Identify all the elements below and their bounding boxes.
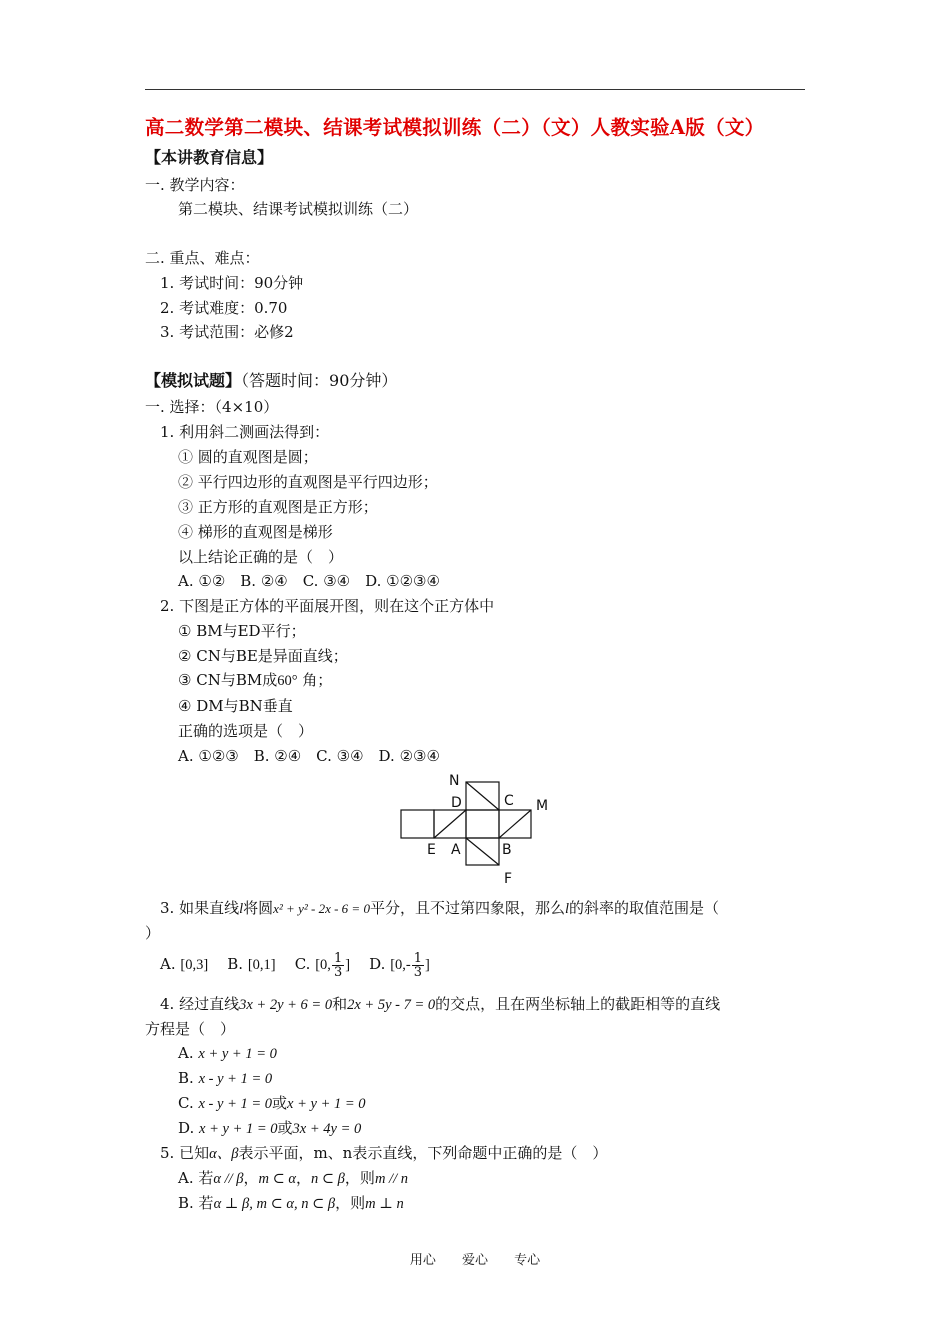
q4-option-b bbox=[178, 1068, 272, 1089]
label-b: B bbox=[502, 842, 512, 858]
bracket: ] bbox=[425, 957, 430, 973]
q4-text: 的交点，且在两坐标轴上的截距相等的直线 bbox=[435, 995, 721, 1013]
option-label: C. bbox=[294, 955, 311, 973]
diagonal-top bbox=[466, 782, 499, 810]
content-text: 第二模块、结课考试模拟训练（二） bbox=[178, 200, 419, 218]
page-title: 高二数学第二模块、结课考试模拟训练（二）（文）人教实验A版（文） bbox=[145, 116, 765, 139]
q4-text: 和 bbox=[332, 995, 348, 1013]
q1-item: ③ 正方形的直观图是正方形； bbox=[178, 498, 378, 516]
key-points-heading: 二. 重点、难点： bbox=[145, 249, 260, 267]
math-expr: m ⊥ n bbox=[365, 1196, 404, 1212]
equation: x + y + 1 = 0 bbox=[199, 1121, 278, 1137]
mock-time: （答题时间：90分钟） bbox=[241, 371, 398, 390]
line-l: l bbox=[239, 901, 244, 917]
net-square-1 bbox=[401, 810, 434, 838]
math-expr: n ⊂ β bbox=[311, 1171, 345, 1187]
option-b-value: [0,1] bbox=[247, 957, 276, 973]
diagonal-left bbox=[434, 810, 466, 838]
q2-stem: 2. 下图是正方体的平面展开图，则在这个正方体中 bbox=[160, 597, 495, 615]
q2-item-text: 角； bbox=[297, 671, 333, 689]
q1-item: ① 圆的直观图是圆； bbox=[178, 448, 318, 466]
option-label: C. bbox=[178, 1094, 194, 1112]
comma: ， bbox=[335, 1194, 351, 1212]
or-text: 或 bbox=[277, 1119, 293, 1137]
fraction-denominator: 3 bbox=[413, 964, 423, 980]
bracket: ] bbox=[345, 957, 351, 973]
q2-options: A. ①②③ B. ②④ C. ③④ D. ②③④ bbox=[178, 747, 440, 765]
q3-line-2: ） bbox=[145, 924, 161, 942]
q3-options bbox=[160, 947, 430, 981]
option-label: B. 若 bbox=[178, 1194, 214, 1212]
math-expr: m ⊂ α bbox=[258, 1171, 297, 1187]
diagonal-right bbox=[499, 810, 531, 838]
q4-line-1 bbox=[160, 994, 720, 1015]
option-label: D. bbox=[178, 1119, 195, 1137]
q1-item: ② 平行四边形的直观图是平行四边形； bbox=[178, 473, 438, 491]
q1-options: A. ①② B. ②④ C. ③④ D. ①②③④ bbox=[178, 572, 440, 590]
label-a: A bbox=[451, 842, 461, 858]
top-rule bbox=[145, 89, 805, 90]
comma: ， bbox=[296, 1169, 312, 1187]
label-c: C bbox=[504, 793, 514, 809]
option-label: B. bbox=[227, 955, 244, 973]
mock-header-line bbox=[145, 371, 397, 391]
line-l: l bbox=[564, 901, 569, 917]
q1-ask: 以上结论正确的是（ ） bbox=[178, 548, 344, 566]
option-label: D. bbox=[369, 955, 386, 973]
planes-symbol: α、β bbox=[209, 1146, 239, 1162]
q4-line-2: 方程是（ ） bbox=[145, 1020, 236, 1038]
or-text: 或 bbox=[272, 1094, 288, 1112]
q2-ask: 正确的选项是（ ） bbox=[178, 722, 314, 740]
circle-equation: x² + y² - 2x - 6 = 0 bbox=[273, 901, 370, 916]
q5-text: 表示平面，m、n表示直线，下列命题中正确的是（ ） bbox=[238, 1144, 608, 1162]
fraction-numerator: 1 bbox=[333, 950, 343, 966]
option-label: A. 若 bbox=[178, 1169, 214, 1187]
q3-text: 3. 如果直线 bbox=[160, 899, 240, 917]
option-label: A. bbox=[178, 1044, 194, 1062]
option-d-value: [0,- bbox=[390, 957, 411, 973]
comma: ， bbox=[243, 1169, 259, 1187]
q2-item: ② CN与BE是异面直线； bbox=[178, 647, 348, 665]
diagonal-bottom bbox=[466, 838, 499, 865]
section-heading: 一. 选择：（4×10） bbox=[145, 398, 279, 416]
option-label: A. bbox=[160, 955, 176, 973]
math-expr: α ⊥ β, m ⊂ α, n ⊂ β bbox=[213, 1196, 336, 1212]
fraction bbox=[412, 952, 424, 979]
q5-option-a bbox=[178, 1168, 408, 1189]
equation: x - y + 1 = 0 bbox=[198, 1096, 273, 1112]
label-d: D bbox=[451, 795, 462, 811]
key-point-item: 2. 考试难度：0.70 bbox=[160, 299, 288, 317]
q4-option-c bbox=[178, 1093, 366, 1114]
info-header: 【本讲教育信息】 bbox=[145, 148, 274, 167]
option-c-value: [0, bbox=[315, 957, 331, 973]
fraction bbox=[332, 952, 344, 979]
option-label: B. bbox=[178, 1069, 194, 1087]
equation: x + y + 1 = 0 bbox=[287, 1096, 366, 1112]
cube-net-diagram bbox=[398, 768, 558, 890]
fraction-numerator: 1 bbox=[413, 950, 423, 966]
q1-stem: 1. 利用斜二测画法得到： bbox=[160, 423, 330, 441]
math-expr: m // n bbox=[374, 1171, 408, 1187]
fraction-denominator: 3 bbox=[333, 964, 343, 980]
equation: x + y + 1 = 0 bbox=[198, 1046, 277, 1062]
q3-text: 将圆 bbox=[243, 899, 274, 917]
equation: 3x + 2y + 6 = 0 bbox=[239, 997, 333, 1013]
q2-item-3 bbox=[178, 670, 332, 691]
q5-text: 5. 已知 bbox=[160, 1144, 210, 1162]
q3-text: 平分，且不过第四象限，那么 bbox=[369, 899, 565, 917]
equation: x - y + 1 = 0 bbox=[198, 1071, 273, 1087]
label-n: N bbox=[449, 773, 460, 789]
net-square-3 bbox=[466, 810, 499, 838]
q4-text: 4. 经过直线 bbox=[160, 995, 240, 1013]
q5-option-b bbox=[178, 1193, 404, 1214]
key-point-item: 3. 考试范围：必修2 bbox=[160, 323, 294, 341]
q4-option-d bbox=[178, 1118, 361, 1139]
q3-line-1 bbox=[160, 898, 719, 919]
label-m: M bbox=[536, 798, 549, 814]
content-heading: 一. 教学内容： bbox=[145, 176, 245, 194]
key-point-item: 1. 考试时间：90分钟 bbox=[160, 274, 304, 292]
q4-option-a bbox=[178, 1043, 277, 1064]
comma: ， bbox=[344, 1169, 360, 1187]
then-text: 则 bbox=[359, 1169, 375, 1187]
q5-stem bbox=[160, 1143, 607, 1164]
q2-item: ① BM与ED平行； bbox=[178, 622, 306, 640]
label-f: F bbox=[504, 871, 513, 887]
q2-item-text: ③ CN与BM成 bbox=[178, 671, 278, 689]
then-text: 则 bbox=[350, 1194, 366, 1212]
option-a-value: [0,3] bbox=[180, 957, 209, 973]
math-expr: α // β bbox=[213, 1171, 244, 1187]
q1-item: ④ 梯形的直观图是梯形 bbox=[178, 523, 333, 541]
equation: 2x + 5y - 7 = 0 bbox=[347, 997, 436, 1013]
page-footer: 用心 爱心 专心 bbox=[409, 1253, 541, 1268]
angle-value: 60° bbox=[277, 673, 298, 689]
label-e: E bbox=[427, 842, 436, 858]
equation: 3x + 4y = 0 bbox=[292, 1121, 362, 1137]
q2-item: ④ DM与BN垂直 bbox=[178, 697, 293, 715]
mock-header: 【模拟试题】 bbox=[145, 371, 242, 390]
q3-text: 的斜率的取值范围是（ bbox=[569, 899, 720, 917]
